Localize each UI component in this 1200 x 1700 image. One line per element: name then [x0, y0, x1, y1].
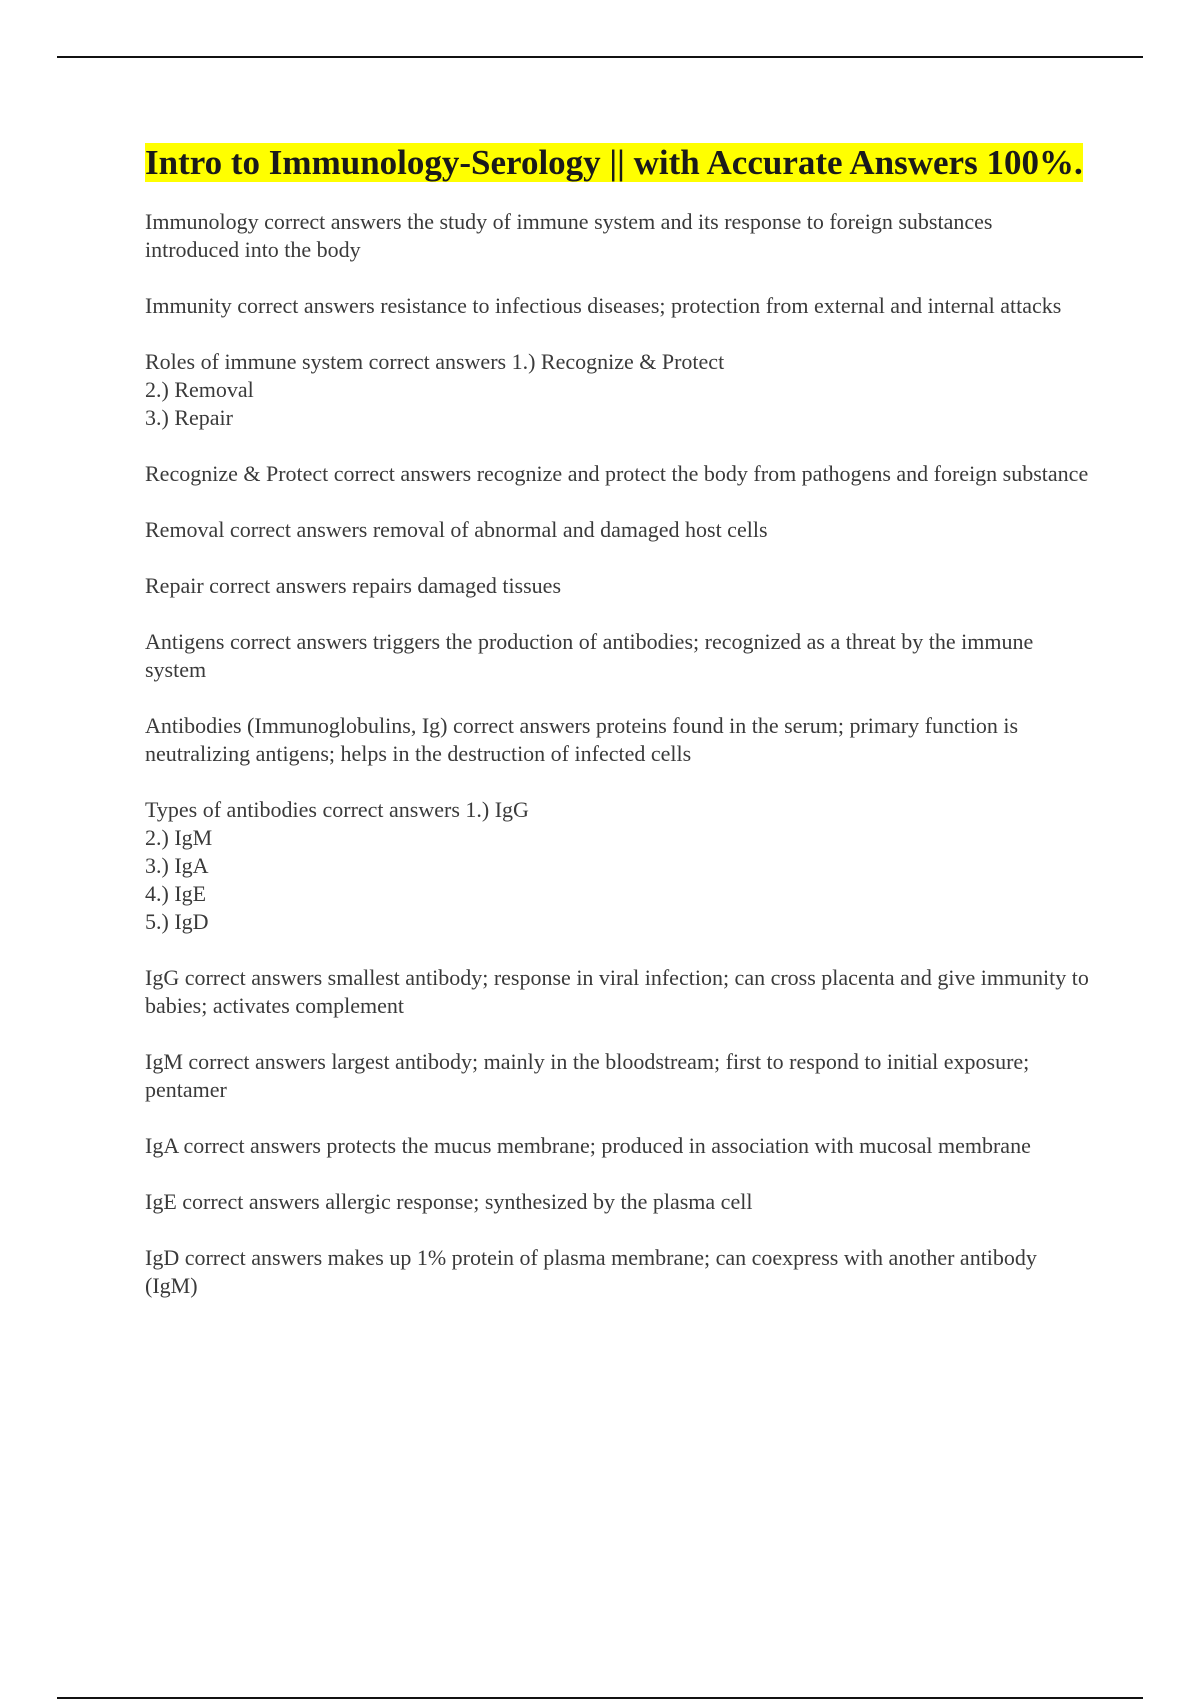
- entry-recognize-protect: [145, 460, 1090, 488]
- bottom-rule: [57, 1697, 1143, 1699]
- entry-text: Removal correct answers removal of abnormal and damaged host cells: [145, 517, 768, 542]
- entry-igd: [145, 1244, 1090, 1300]
- entry-removal: [145, 516, 1090, 544]
- list-item: 5.) IgD: [145, 909, 209, 934]
- entry-text: IgM correct answers largest antibody; mainly in the bloodstream; first to respond to initial exposure; pentamer: [145, 1049, 1030, 1102]
- entry-text: Recognize & Protect correct answers recognize and protect the body from pathogens and foreign substance: [145, 461, 1089, 486]
- entry-text: Roles of immune system correct answers 1.) Recognize & Protect: [145, 349, 725, 374]
- entry-text: Types of antibodies correct answers 1.) IgG: [145, 797, 529, 822]
- entry-text: Antigens correct answers triggers the production of antibodies; recognized as a threat by the immune system: [145, 629, 1034, 682]
- entry-immunology: [145, 208, 1090, 264]
- document-title: [145, 142, 1090, 184]
- list-item: 3.) IgA: [145, 853, 209, 878]
- entry-igg: [145, 964, 1090, 1020]
- entry-text: Immunology correct answers the study of immune system and its response to foreign substances introduced into the body: [145, 209, 993, 262]
- entry-antigens: [145, 628, 1090, 684]
- top-rule: [57, 56, 1143, 58]
- list-item: 2.) IgM: [145, 825, 213, 850]
- entry-text: Antibodies (Immunoglobulins, Ig) correct answers proteins found in the serum; primary function is neutralizing antigens; helps in the destruction of infected cells: [145, 713, 1019, 766]
- list-item: 3.) Repair: [145, 405, 233, 430]
- entry-igm: [145, 1048, 1090, 1104]
- entry-types-of-antibodies: [145, 796, 1090, 936]
- entry-text: IgE correct answers allergic response; synthesized by the plasma cell: [145, 1189, 753, 1214]
- entry-iga: [145, 1132, 1090, 1160]
- entry-immunity: [145, 292, 1090, 320]
- entry-roles-of-immune-system: [145, 348, 1090, 432]
- entry-text: Immunity correct answers resistance to infectious diseases; protection from external and internal attacks: [145, 293, 1062, 318]
- entry-repair: [145, 572, 1090, 600]
- title-highlight: Intro to Immunology-Serology || with Accurate Answers 100%.: [145, 143, 1083, 182]
- list-item: 2.) Removal: [145, 377, 254, 402]
- document-body: [145, 142, 1090, 1328]
- entry-text: IgD correct answers makes up 1% protein of plasma membrane; can coexpress with another antibody (IgM): [145, 1245, 1037, 1298]
- entry-text: IgG correct answers smallest antibody; response in viral infection; can cross placenta and give immunity to babies; activates complement: [145, 965, 1089, 1018]
- entry-text: Repair correct answers repairs damaged tissues: [145, 573, 562, 598]
- entry-antibodies: [145, 712, 1090, 768]
- entry-ige: [145, 1188, 1090, 1216]
- entry-text: IgA correct answers protects the mucus membrane; produced in association with mucosal membrane: [145, 1133, 1031, 1158]
- list-item: 4.) IgE: [145, 881, 207, 906]
